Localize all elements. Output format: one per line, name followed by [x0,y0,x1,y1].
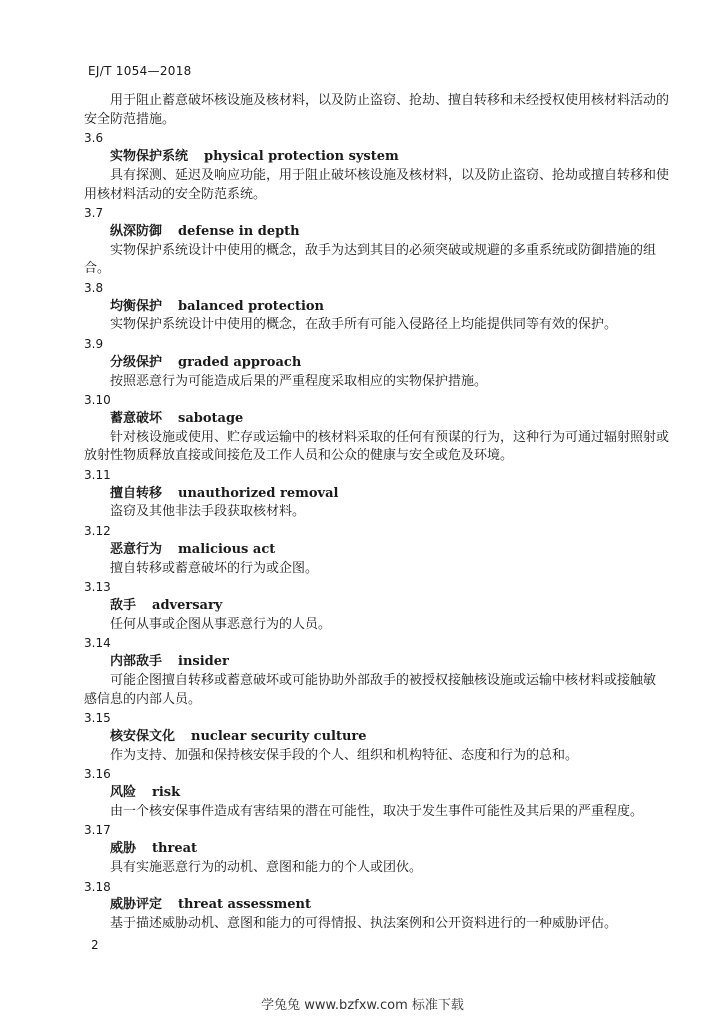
term-heading [84,223,674,242]
clause-number: 3.16 [84,767,111,782]
definition-text: 按照恶意行为可能造成后果的严重程度采取相应的实物保护措施。 [110,373,488,389]
definition-text: 合。 [84,261,111,277]
clause-number: 3.15 [84,711,111,726]
term-heading [84,541,674,560]
term-english: threat [152,841,198,857]
watermark-footer: 学兔兔 www.bzfxw.com 标准下载 [261,998,464,1013]
definition-text: 作为支持、加强和保持核安保手段的个人、组织和机构特征、态度和行为的总和。 [110,747,579,763]
term-english: malicious act [178,541,276,557]
term-english: insider [178,654,229,670]
term-chinese: 核安保文化 [110,728,176,744]
definition-text: 具有探测、延迟及响应功能，用于阻止破坏核设施及核材料，以及防止盗窃、抢劫或擅自转移和使 [110,167,670,183]
clause-number: 3.14 [84,636,111,651]
definition-text: 用于阻止蓄意破坏核设施及核材料，以及防止盗窃、抢劫、擅自转移和未经授权使用核材料活动的 [110,93,670,108]
definition-text: 放射性物质释放直接或间接危及工作人员和公众的健康与安全或危及环境。 [84,448,514,464]
definition-text: 盗窃及其他非法手段获取核材料。 [110,504,306,520]
term-heading [84,728,674,747]
term-chinese: 风险 [110,785,137,801]
definition-text: 安全防范措施。 [84,111,176,127]
term-heading [84,354,674,373]
term-english: nuclear security culture [191,728,367,744]
term-chinese: 擅自转移 [110,485,163,501]
clause-number: 3.6 [84,131,104,146]
definition-text: 用核材料活动的安全防范系统。 [84,186,267,202]
definition-text: 由一个核安保事件造成有害结果的潜在可能性，取决于发生事件可能性及其后果的严重程度。 [110,803,644,819]
term-heading [84,148,674,167]
term-chinese: 内部敌手 [110,654,163,670]
clause-number: 3.10 [84,393,111,408]
term-heading [84,597,674,616]
term-heading [84,485,674,504]
definition-text: 实物保护系统设计中使用的概念，在敌手所有可能入侵路径上均能提供同等有效的保护。 [110,317,618,333]
term-english: risk [152,785,181,801]
page-number: 2 [91,938,99,952]
term-chinese: 敌手 [110,597,137,613]
term-heading [84,896,674,915]
term-english: threat assessment [178,897,311,913]
definition-text: 感信息的内部人员。 [84,691,202,707]
definition-text: 可能企图擅自转移或蓄意破坏或可能协助外部敌手的被授权接触核设施或运输中核材料或接触敏 [110,672,657,688]
terms-definitions-body [84,92,674,934]
term-chinese: 恶意行为 [110,541,163,557]
definition-text: 基于描述威胁动机、意图和能力的可得情报、执法案例和公开资料进行的一种威胁评估。 [110,915,618,931]
term-chinese: 威胁 [110,841,137,857]
definition-text: 具有实施恶意行为的动机、意图和能力的个人或团伙。 [110,859,423,875]
clause-number: 3.7 [84,206,104,221]
term-chinese: 分级保护 [110,354,163,370]
term-heading [84,298,674,317]
term-chinese: 实物保护系统 [110,149,189,165]
term-english: sabotage [178,410,244,426]
clause-number: 3.11 [84,468,111,483]
clause-number: 3.9 [84,337,104,352]
term-chinese: 蓄意破坏 [110,410,163,426]
definition-text: 擅自转移或蓄意破坏的行为或企图。 [110,560,319,576]
term-english: balanced protection [178,298,325,314]
clause-number: 3.13 [84,580,111,595]
clause-number: 3.17 [84,823,111,838]
definition-text: 实物保护系统设计中使用的概念，敌手为达到其目的必须突破或规避的多重系统或防御措施的组 [110,242,657,258]
term-heading [84,784,674,803]
definition-text: 任何从事或企图从事恶意行为的人员。 [110,616,332,632]
clause-number: 3.12 [84,524,111,539]
term-heading [84,653,674,672]
term-english: defense in depth [178,223,300,239]
term-chinese: 纵深防御 [110,223,163,239]
term-english: adversary [152,597,223,613]
term-english: graded approach [178,354,302,370]
clause-number: 3.8 [84,281,104,296]
definition-text: 针对核设施或使用、贮存或运输中的核材料采取的任何有预谋的行为，这种行为可通过辐射照射或 [110,429,670,445]
clause-number: 3.18 [84,879,111,894]
term-chinese: 威胁评定 [110,897,163,913]
term-heading [84,840,674,859]
term-heading [84,410,674,429]
term-english: physical protection system [204,149,399,165]
term-chinese: 均衡保护 [110,298,163,314]
document-code-header: EJ/T 1054—2018 [88,64,192,78]
term-english: unauthorized removal [178,485,339,501]
